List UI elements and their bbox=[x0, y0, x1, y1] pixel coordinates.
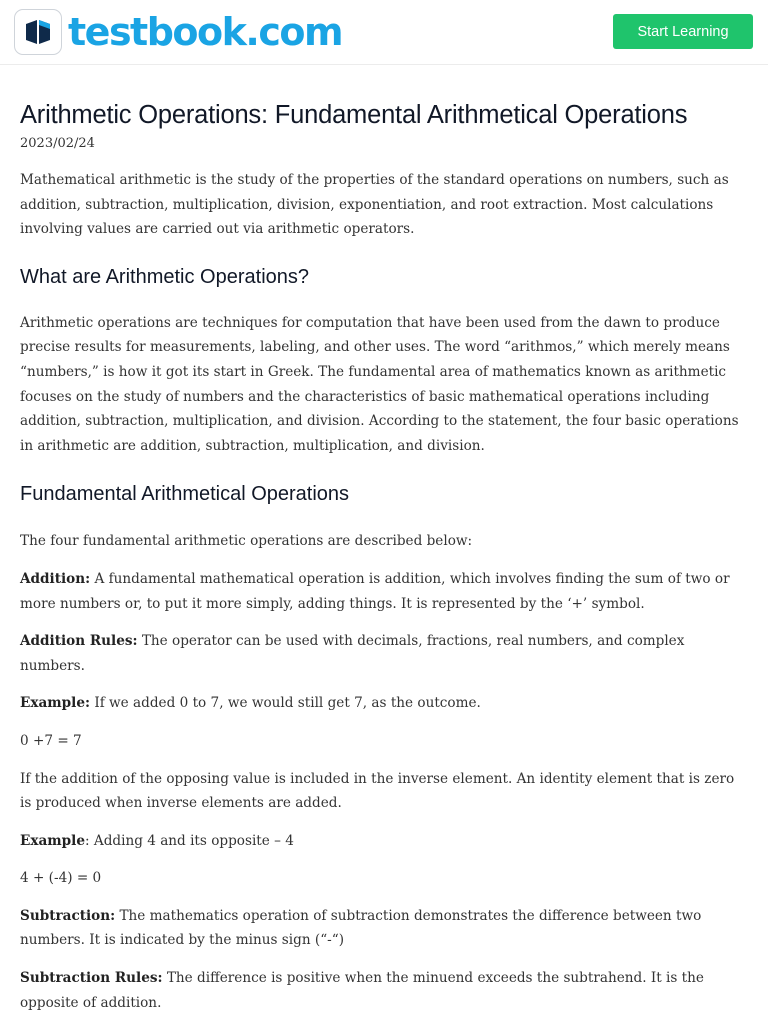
addition-label: Addition: bbox=[20, 570, 91, 587]
subtraction-label: Subtraction: bbox=[20, 907, 116, 924]
publish-date: 2023/02/24 bbox=[20, 136, 95, 151]
addition-paragraph bbox=[20, 567, 748, 616]
subtraction-rules-label: Subtraction Rules: bbox=[20, 970, 163, 987]
addition-text: A fundamental mathematical operation is addition, which involves finding the sum of two or more numbers or, to put it more simply, adding things. It is represented by the ‘+’ symbol. bbox=[20, 570, 730, 612]
section-heading-fundamental: Fundamental Arithmetical Operations bbox=[20, 483, 350, 506]
example-paragraph bbox=[20, 829, 748, 854]
example-text: : Adding 4 and its opposite – 4 bbox=[84, 832, 294, 849]
example-label: Example: bbox=[20, 695, 90, 712]
example-label: Example bbox=[20, 832, 85, 849]
equation: 4 + (-4) = 0 bbox=[20, 870, 102, 887]
example-text: If we added 0 to 7, we would still get 7, as the outcome. bbox=[90, 695, 481, 712]
book-icon bbox=[14, 9, 62, 55]
what-paragraph: Arithmetic operations are techniques for computation that have been used from the dawn to produce precise results for measurements, labeling, and other uses. The word “arithmos,” which merely means “numbers,” is how it got its start in Greek. The fundamental area of mathematics known as arithmetic focuses on the study of numbers and the characteristics of basic mathematical operations including addition, subtraction, multiplication, and division. According to the statement, the four basic operations in arithmetic are addition, subtraction, multiplication, and division. bbox=[20, 314, 739, 454]
example-paragraph bbox=[20, 691, 748, 716]
article-title: Arithmetic Operations: Fundamental Arithmetical Operations bbox=[20, 101, 688, 129]
start-learning-button[interactable]: Start Learning bbox=[613, 14, 753, 49]
subtraction-rules-text: The difference is positive when the minuend exceeds the subtrahend. It is the opposite of addition. bbox=[20, 970, 704, 1011]
subtraction-rules-paragraph bbox=[20, 966, 748, 1015]
article bbox=[20, 98, 748, 1015]
site-logo[interactable] bbox=[14, 9, 342, 55]
section-heading-what: What are Arithmetic Operations? bbox=[20, 265, 310, 288]
intro-paragraph: Mathematical arithmetic is the study of the properties of the standard operations on numbers, such as addition, subtraction, multiplication, division, exponentiation, and root extraction. Most calculations involving values are carried out via arithmetic operators. bbox=[20, 172, 729, 238]
subtraction-paragraph bbox=[20, 904, 748, 953]
site-header bbox=[0, 0, 768, 65]
addition-rules-text: The operator can be used with decimals, fractions, real numbers, and complex numbers. bbox=[20, 633, 685, 674]
logo-text: testbook.com bbox=[68, 10, 343, 54]
addition-rules-paragraph bbox=[20, 629, 748, 678]
addition-rules-label: Addition Rules: bbox=[20, 633, 138, 650]
equation: 0 +7 = 7 bbox=[20, 732, 82, 749]
four-operations-paragraph: The four fundamental arithmetic operations are described below: bbox=[20, 533, 473, 550]
subtraction-text: The mathematics operation of subtraction demonstrates the difference between two numbers. It is indicated by the minus sign (“-“) bbox=[20, 907, 702, 949]
inverse-paragraph: If the addition of the opposing value is included in the inverse element. An identity element that is zero is produced when inverse elements are added. bbox=[20, 770, 735, 812]
